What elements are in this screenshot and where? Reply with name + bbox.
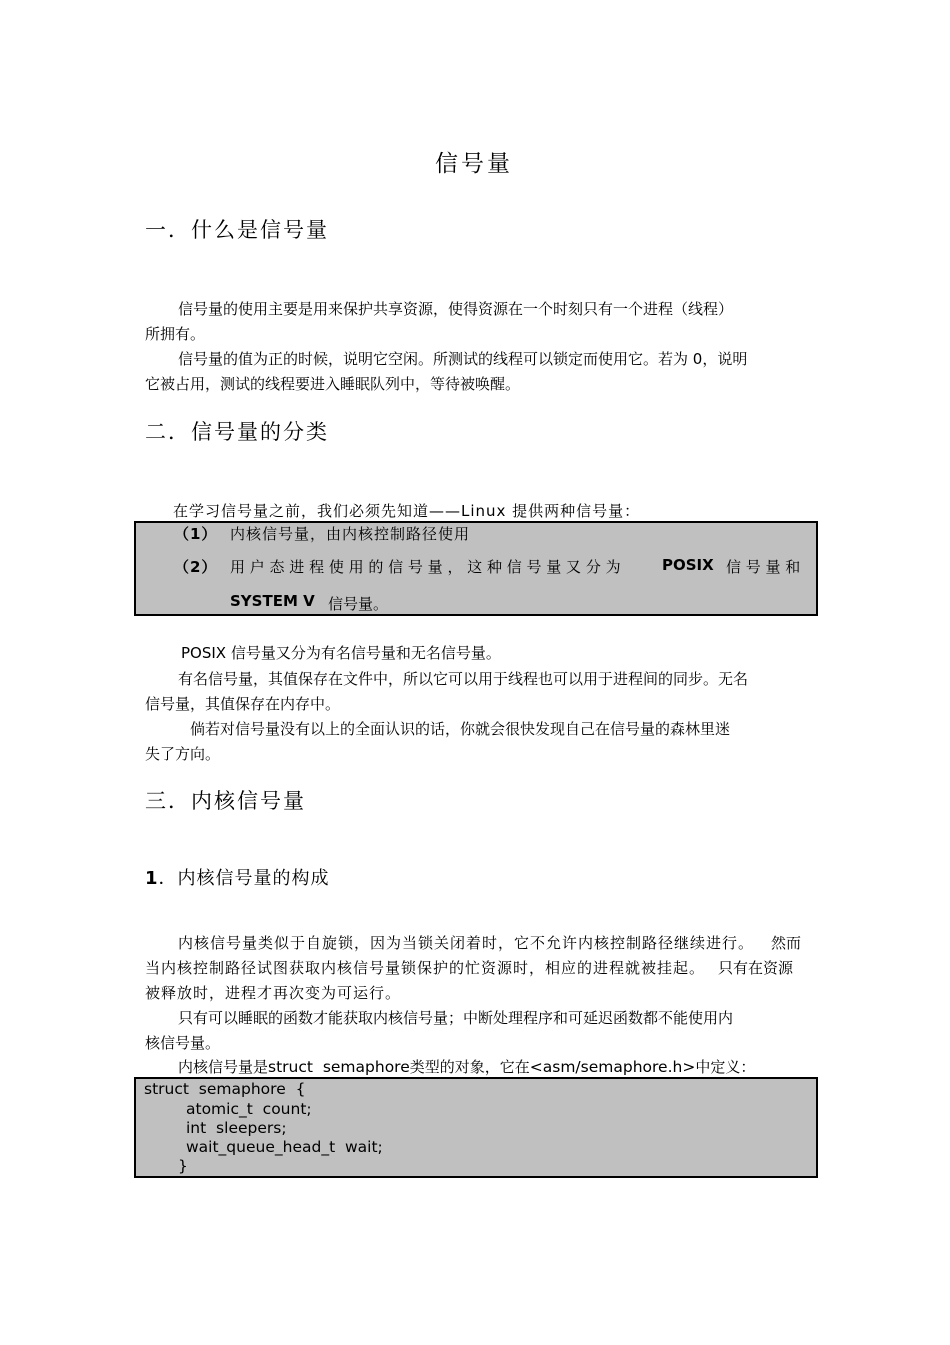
paragraph-line: POSIX 信号量又分为有名信号量和无名信号量。 — [181, 644, 501, 662]
paragraph-line: 信号量的值为正的时候，说明它空闲。所测试的线程可以锁定而使用它。若为 0，说明 — [178, 350, 748, 368]
section-heading-2: 二．信号量的分类 — [145, 420, 329, 444]
list-item-number: （2） — [174, 558, 218, 576]
paragraph-line: 失了方向。 — [145, 745, 221, 763]
overlapping-text: 只有在资源 — [718, 959, 794, 977]
document-title: 信号量 — [435, 151, 513, 177]
subsection-heading: 1．内核信号量的构成 — [145, 868, 330, 889]
code-line: int sleepers; — [186, 1119, 287, 1137]
code-line: struct semaphore { — [144, 1080, 306, 1098]
paragraph-line: 内核信号量类似于自旋锁，因为当锁关闭着时，它不允许内核控制路径继续进行。 — [178, 934, 755, 952]
paragraph-line: 它被占用，测试的线程要进入睡眠队列中，等待被唤醒。 — [145, 375, 521, 393]
paragraph-line: 只有可以睡眠的函数才能获取内核信号量；中断处理程序和可延迟函数都不能使用内 — [178, 1009, 734, 1027]
inline-code: struct semaphore — [268, 1058, 410, 1076]
posix-term: POSIX — [662, 556, 714, 574]
paragraph-line: 在学习信号量之前，我们必须先知道——Linux 提供两种信号量： — [173, 502, 641, 520]
code-line: wait_queue_head_t wait; — [186, 1138, 383, 1156]
overlapping-text: 然而 — [771, 934, 802, 952]
list-item-text: 信号量。 — [328, 595, 389, 613]
code-line: } — [178, 1157, 188, 1175]
list-item-number: （1） — [174, 525, 218, 543]
paragraph-line: 有名信号量，其值保存在文件中，所以它可以用于线程也可以用于进程间的同步。无名 — [178, 670, 749, 688]
paragraph-line: 信号量的使用主要是用来保护共享资源，使得资源在一个时刻只有一个进程（线程） — [178, 300, 734, 318]
highlight-box-semaphore-types — [134, 521, 818, 616]
list-item-text: 用 户 态 进 程 使 用 的 信 号 量 ， 这 种 信 号 量 又 分 为 — [230, 558, 621, 576]
paragraph-line: 内核信号量是struct semaphore类型的对象，它在<asm/semaphore.h>中定义： — [178, 1058, 756, 1076]
paragraph-line: 当内核控制路径试图获取内核信号量锁保护的忙资源时，相应的进程就被挂起。 — [145, 959, 706, 977]
paragraph-line: 被释放时，进程才再次变为可运行。 — [145, 984, 402, 1002]
paragraph-line: 信号量，其值保存在内存中。 — [145, 695, 341, 713]
list-item-text: 信 号 量 和 — [726, 558, 801, 576]
paragraph-line: 倘若对信号量没有以上的全面认识的话，你就会很快发现自己在信号量的森林里迷 — [190, 720, 731, 738]
section-heading-1: 一．什么是信号量 — [145, 218, 329, 242]
list-item-text: 内核信号量，由内核控制路径使用 — [230, 525, 471, 543]
inline-code: <asm/semaphore.h> — [529, 1058, 696, 1076]
system-v-term: SYSTEM V — [230, 592, 315, 610]
section-heading-3: 三．内核信号量 — [145, 789, 306, 813]
paragraph-line: 核信号量。 — [145, 1034, 221, 1052]
code-line: atomic_t count; — [186, 1100, 312, 1118]
paragraph-line: 所拥有。 — [145, 325, 206, 343]
code-block — [134, 1077, 818, 1178]
